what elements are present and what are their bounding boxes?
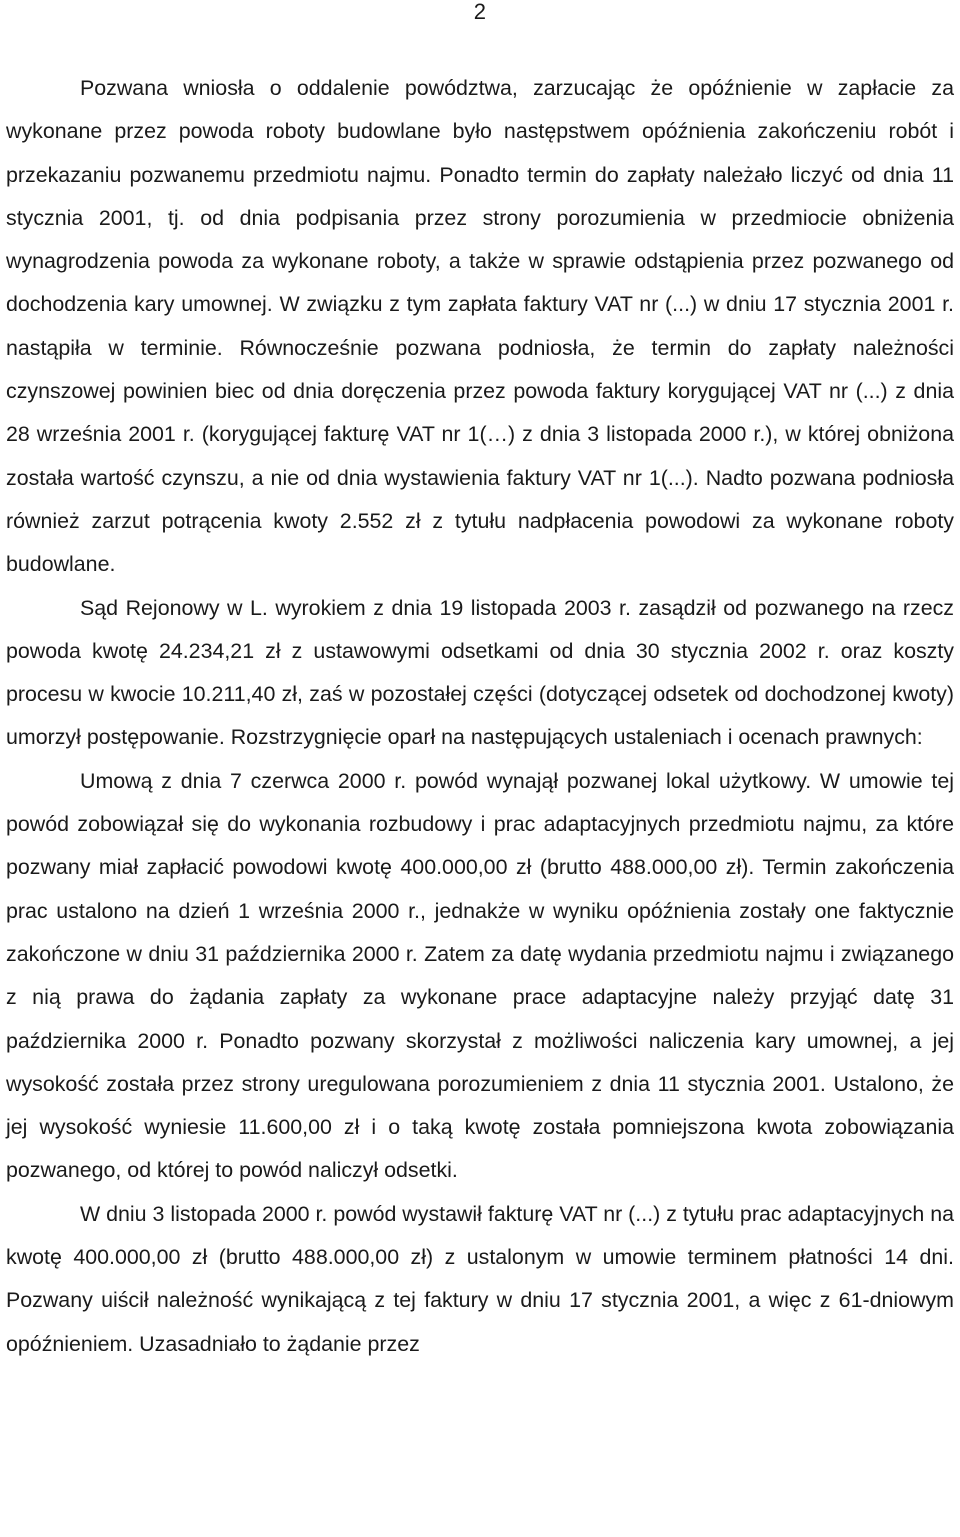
paragraph: Pozwana wniosła o oddalenie powództwa, zarzucając że opóźnienie w zapłacie za wykonane przez powoda roboty budowlane było następstwem opóźnienia zakończeniu robót i przekazaniu pozwanemu przedmiotu najmu. Ponadto termin do zapłaty należało liczyć od dnia 11 stycznia 2001, tj. od dnia podpisania przez strony porozumienia w przedmiocie obniżenia wynagrodzenia powoda za wykonane roboty, a także w sprawie odstąpienia przez pozwanego od dochodzenia kary umownej. W związku z tym zapłata faktury VAT nr (...) w dniu 17 stycznia 2001 r. nastąpiła w terminie. Równocześnie pozwana podniosła, że termin do zapłaty należności czynszowej powinien biec od dnia doręczenia przez powoda faktury korygującej VAT nr (...) z dnia 28 września 2001 r. (korygującej fakturę VAT nr 1(…) z dnia 3 listopada 2000 r.), w której obniżona została wartość czynszu, a nie od dnia wystawienia faktury VAT nr 1(...). Nadto pozwana podniosła również zarzut potrącenia kwoty 2.552 zł z tytułu nadpłacenia powodowi za wykonane roboty budowlane. (6, 76, 954, 577)
paragraph: Umową z dnia 7 czerwca 2000 r. powód wynajął pozwanej lokal użytkowy. W umowie tej powód zobowiązał się do wykonania rozbudowy i prac adaptacyjnych przedmiotu najmu, za które pozwany miał zapłacić powodowi kwotę 400.000,00 zł (brutto 488.000,00 zł). Termin zakończenia prac ustalono na dzień 1 września 2000 r., jednakże w wyniku opóźnienia zostały one faktycznie zakończone w dniu 31 października 2000 r. Zatem za datę wydania przedmiotu najmu i związanego z nią prawa do żądania zapłaty za wykonane prace adaptacyjne należy przyjąć datę 31 października 2000 r. Ponadto pozwany skorzystał z możliwości naliczenia kary umownej, a jej wysokość została przez strony uregulowana porozumieniem z dnia 11 stycznia 2001. Ustalono, że jej wysokość wyniesie 11.600,00 zł i o taką kwotę została pomniejszona kwota zobowiązania pozwanego, od której to powód naliczył odsetki. (6, 768, 954, 1183)
document-body (6, 67, 954, 1366)
paragraph: W dniu 3 listopada 2000 r. powód wystawił fakturę VAT nr (...) z tytułu prac adaptacyjnych na kwotę 400.000,00 zł (brutto 488.000,00 zł) z ustalonym w umowie terminem płatności 14 dni. Pozwany uiścił należność wynikającą z tej faktury w dniu 17 stycznia 2001, a więc z 61-dniowym opóźnieniem. Uzasadniało to żądanie przez (6, 1201, 954, 1356)
paragraph: Sąd Rejonowy w L. wyrokiem z dnia 19 listopada 2003 r. zasądził od pozwanego na rzecz powoda kwotę 24.234,21 zł z ustawowymi odsetkami od dnia 30 stycznia 2002 r. oraz koszty procesu w kwocie 10.211,40 zł, zaś w pozostałej części (dotyczącej odsetek od dochodzonej kwoty) umorzył postępowanie. Rozstrzygnięcie oparł na następujących ustaleniach i ocenach prawnych: (6, 595, 954, 750)
page-number: 2 (473, 0, 486, 24)
